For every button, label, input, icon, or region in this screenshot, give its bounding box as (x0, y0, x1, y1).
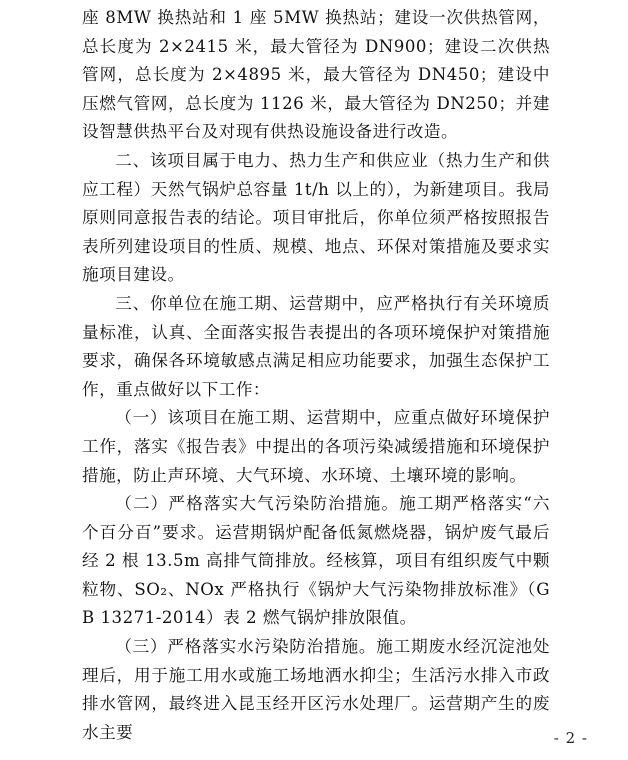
paragraph-item-three: 三、你单位在施工期、运营期中，应严格执行有关环境质量标准，认真、全面落实报告表提出的各项环境保护对策措施要求，确保各环境敏感点满足相应功能要求，加强生态保护工作，重点做好以下工作： (82, 293, 550, 399)
paragraph-item-two: 二、该项目属于电力、热力生产和供应业（热力生产和供应工程）天然气锅炉总容量 1t/h 以上的），为新建项目。我局原则同意报告表的结论。项目审批后，你单位须严格按照报告表所列建设项目的性质、规模、地点、环保对策措施及要求实施项目建设。 (82, 150, 550, 285)
document-body (82, 4, 550, 747)
paragraph-subitem-one: （一）该项目在施工期、运营期中，应重点做好环境保护工作，落实《报告表》中提出的各项污染减缓措施和环境保护措施，防止声环境、大气环境、水环境、土壤环境的影响。 (82, 408, 550, 485)
paragraph-project-scope: 座 8MW 换热站和 1 座 5MW 换热站；建设一次供热管网，总长度为 2×2415 米，最大管径为 DN900；建设二次供热管网，总长度为 2×4895 米，最大管径为 DN450；建设中压燃气管网，总长度为 1126 米，最大管径为 DN250；并建设智慧供热平台及对现有供热设施设备进行改造。 (82, 8, 550, 142)
paragraph-subitem-three: （三）严格落实水污染防治措施。施工期废水经沉淀池处理后，用于施工用水或施工场地洒水抑尘；生活污水排入市政排水管网，最终进入昆玉经开区污水处理厂。运营期产生的废水主要 (82, 637, 550, 742)
paragraph-subitem-two: （二）严格落实大气污染防治措施。施工期严格落实“六个百分百”要求。运营期锅炉配备低氮燃烧器，锅炉废气最后经 2 根 13.5m 高排气筒排放。经核算，项目有组织废气中颗粒物、SO₂、NOx 严格执行《锅炉大气污染物排放标准》（GB 13271-2014）表 2 燃气锅炉排放限值。 (82, 494, 550, 628)
page-number: - 2 - (553, 729, 588, 747)
